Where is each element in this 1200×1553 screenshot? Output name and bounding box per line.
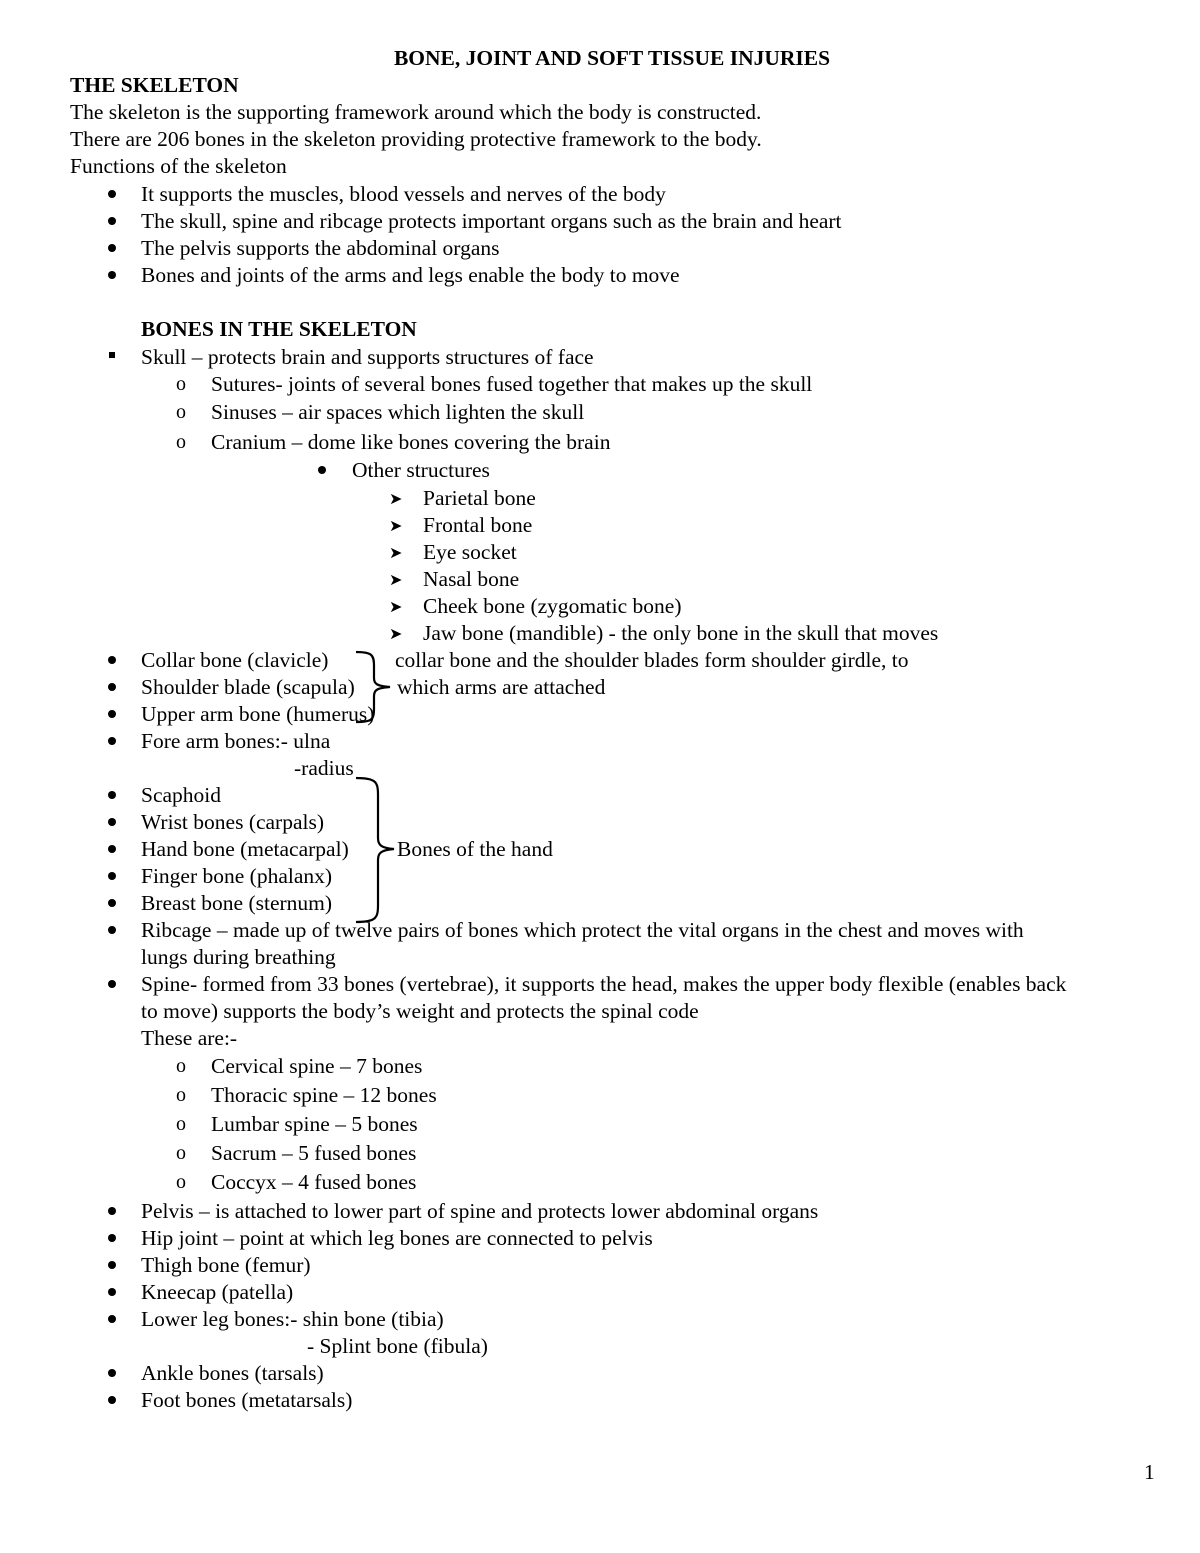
bullet-circle: o xyxy=(176,1055,186,1077)
list-item: Foot bones (metatarsals) xyxy=(141,1388,353,1412)
list-item: Bones and joints of the arms and legs enable the body to move xyxy=(141,263,680,287)
bullet-circle: o xyxy=(176,1171,186,1193)
list-item: Ribcage – made up of twelve pairs of bones which protect the vital organs in the chest and moves with xyxy=(141,918,1024,942)
brace-note: collar bone and the shoulder blades form shoulder girdle, to xyxy=(395,648,909,672)
list-item: Eye socket xyxy=(423,540,517,564)
list-item: Hand bone (metacarpal) xyxy=(141,837,349,861)
bullet-circle: o xyxy=(176,373,186,395)
list-item: Lumbar spine – 5 bones xyxy=(211,1112,418,1136)
list-item: Wrist bones (carpals) xyxy=(141,810,325,834)
list-item: Nasal bone xyxy=(423,567,520,591)
list-item-continuation: - Splint bone (fibula) xyxy=(307,1334,488,1358)
bullet-circle: o xyxy=(176,1113,186,1135)
list-item: The pelvis supports the abdominal organs xyxy=(141,236,500,260)
list-item: Shoulder blade (scapula) xyxy=(141,675,355,699)
list-item: Parietal bone xyxy=(423,486,536,510)
arrow-bullet-icon: ➤ xyxy=(389,624,403,643)
list-item: Skull – protects brain and supports structures of face xyxy=(141,345,594,369)
list-item: Thigh bone (femur) xyxy=(141,1253,311,1277)
arrow-bullet-icon: ➤ xyxy=(389,543,403,562)
bullet-circle: o xyxy=(176,401,186,423)
list-item-continuation: lungs during breathing xyxy=(141,945,336,969)
paragraph: The skeleton is the supporting framework around which the body is constructed. xyxy=(70,100,762,124)
list-item: Collar bone (clavicle) xyxy=(141,648,329,672)
list-item: Ankle bones (tarsals) xyxy=(141,1361,324,1385)
brace-note: which arms are attached xyxy=(397,675,606,699)
bullet-circle: o xyxy=(176,1084,186,1106)
list-item: Cranium – dome like bones covering the brain xyxy=(211,430,611,454)
list-item: Sutures- joints of several bones fused together that makes up the skull xyxy=(211,372,813,396)
list-item: Other structures xyxy=(352,458,490,482)
list-item: Thoracic spine – 12 bones xyxy=(211,1083,437,1107)
list-item-continuation: These are:- xyxy=(141,1026,238,1050)
paragraph: There are 206 bones in the skeleton providing protective framework to the body. xyxy=(70,127,762,151)
bullet-circle: o xyxy=(176,431,186,453)
arrow-bullet-icon: ➤ xyxy=(389,516,403,535)
hand-bones-brace xyxy=(356,778,394,922)
list-item: Sacrum – 5 fused bones xyxy=(211,1141,417,1165)
page-number: 1 xyxy=(1144,1460,1155,1484)
list-item: Spine- formed from 33 bones (vertebrae), it supports the head, makes the upper body flexible (enables back xyxy=(141,972,1067,996)
list-item: Sinuses – air spaces which lighten the skull xyxy=(211,400,585,424)
list-item: Cheek bone (zygomatic bone) xyxy=(423,594,682,618)
bullet-circle: o xyxy=(176,1142,186,1164)
list-item: Jaw bone (mandible) - the only bone in the skull that moves xyxy=(423,621,939,645)
list-item: Cervical spine – 7 bones xyxy=(211,1054,423,1078)
brace-note: Bones of the hand xyxy=(397,837,553,861)
list-item: Fore arm bones:- ulna xyxy=(141,729,331,753)
arrow-bullet-icon: ➤ xyxy=(389,570,403,589)
list-item: Hip joint – point at which leg bones are connected to pelvis xyxy=(141,1226,653,1250)
list-item: Finger bone (phalanx) xyxy=(141,864,333,888)
list-item: It supports the muscles, blood vessels and nerves of the body xyxy=(141,182,666,206)
section-heading-skeleton: THE SKELETON xyxy=(70,73,239,97)
list-item: Upper arm bone (humerus) xyxy=(141,702,375,726)
list-item-continuation: -radius xyxy=(294,756,354,780)
list-item: Lower leg bones:- shin bone (tibia) xyxy=(141,1307,444,1331)
list-item: Pelvis – is attached to lower part of spine and protects lower abdominal organs xyxy=(141,1199,819,1223)
paragraph: Functions of the skeleton xyxy=(70,154,287,178)
document-title: BONE, JOINT AND SOFT TISSUE INJURIES xyxy=(393,46,831,70)
list-item: Frontal bone xyxy=(423,513,533,537)
list-item: Coccyx – 4 fused bones xyxy=(211,1170,417,1194)
section-heading-bones: BONES IN THE SKELETON xyxy=(141,317,417,341)
arrow-bullet-icon: ➤ xyxy=(389,489,403,508)
list-item: The skull, spine and ribcage protects important organs such as the brain and heart xyxy=(141,209,842,233)
list-item-continuation: to move) supports the body’s weight and protects the spinal code xyxy=(141,999,699,1023)
list-item: Scaphoid xyxy=(141,783,222,807)
list-item: Kneecap (patella) xyxy=(141,1280,294,1304)
shoulder-girdle-brace xyxy=(356,652,390,722)
arrow-bullet-icon: ➤ xyxy=(389,597,403,616)
list-item: Breast bone (sternum) xyxy=(141,891,333,915)
